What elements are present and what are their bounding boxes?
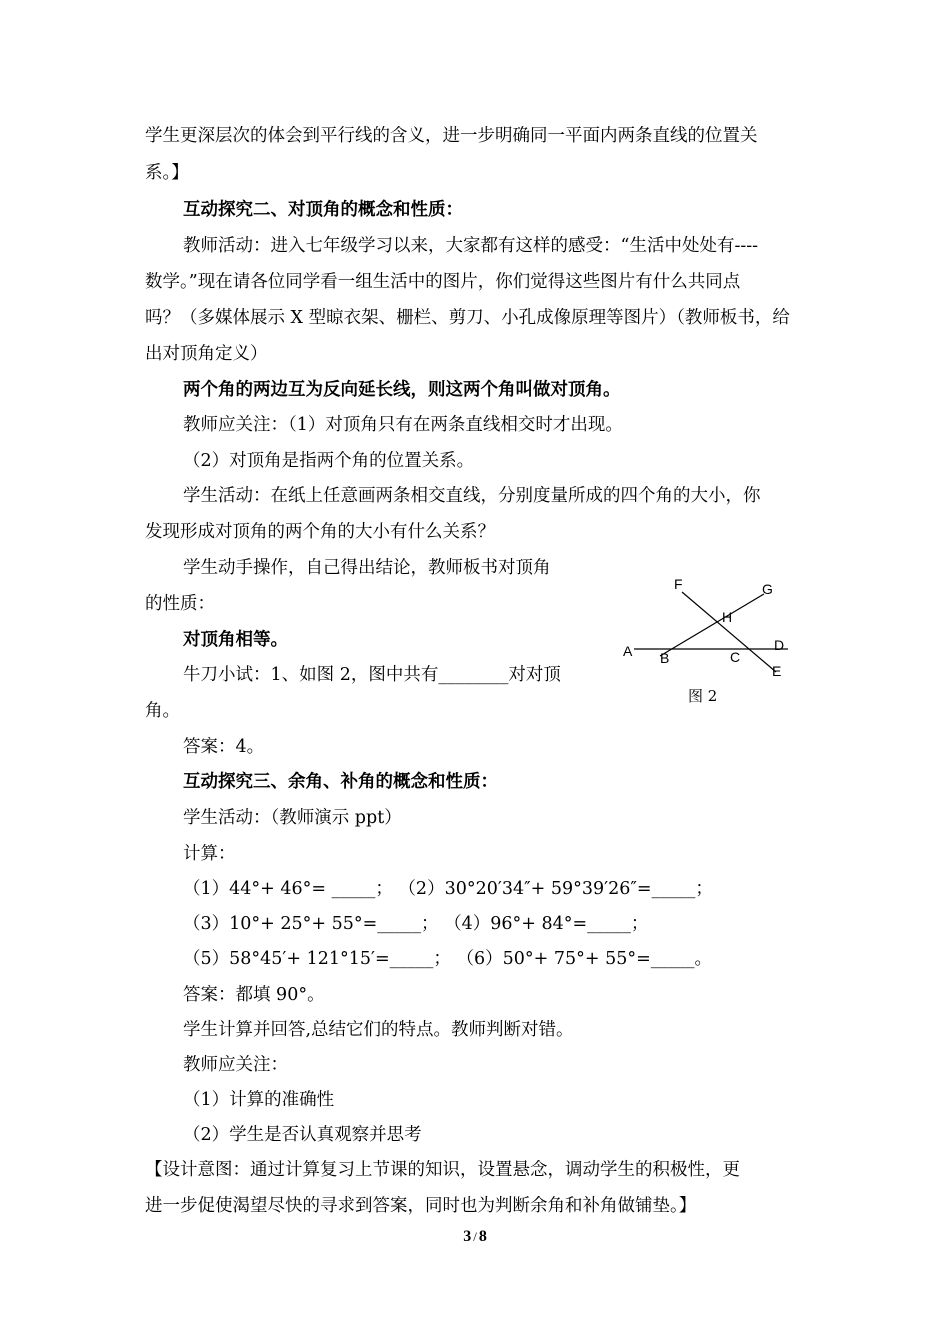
total-pages: 8 bbox=[478, 1228, 487, 1245]
paragraph-line: 的性质： bbox=[145, 594, 215, 614]
paragraph-line: 吗？（多媒体展示 X 型晾衣架、栅栏、剪刀、小孔成像原理等图片）（教师板书，给 bbox=[145, 308, 790, 328]
paragraph-line: 教师活动：进入七年级学习以来，大家都有这样的感受：“生活中处处有---- bbox=[183, 236, 759, 256]
point-label-f: F bbox=[674, 576, 683, 592]
paragraph-line: 出对顶角定义） bbox=[145, 344, 268, 364]
exercise-line: （3）10°+ 25°+ 55°=_____； （4）96°+ 84°=_____； bbox=[183, 914, 649, 934]
section-heading: 互动探究三、余角、补角的概念和性质： bbox=[183, 772, 498, 792]
paragraph-line: 计算： bbox=[183, 844, 236, 864]
point-label-d: D bbox=[774, 637, 785, 653]
geometry-figure bbox=[618, 572, 818, 712]
paragraph-line: 发现形成对顶角的两个角的大小有什么关系？ bbox=[145, 522, 495, 542]
point-label-g: G bbox=[762, 581, 773, 597]
page-separator: / bbox=[473, 1229, 477, 1244]
section-heading: 互动探究二、对顶角的概念和性质： bbox=[183, 200, 463, 220]
point-label-a: A bbox=[623, 643, 633, 659]
current-page: 3 bbox=[463, 1228, 472, 1245]
answer-text: 答案：都填 90°。 bbox=[183, 985, 325, 1005]
paragraph-line: 进一步促使渴望尽快的寻求到答案，同时也为判断余角和补角做铺垫。】 bbox=[145, 1196, 697, 1216]
paragraph-line: 学生活动：在纸上任意画两条相交直线，分别度量所成的四个角的大小，你 bbox=[183, 486, 761, 506]
paragraph-line: （2）学生是否认真观察并思考 bbox=[183, 1125, 422, 1145]
paragraph-line: 学生更深层次的体会到平行线的含义，进一步明确同一平面内两条直线的位置关 bbox=[145, 126, 758, 146]
paragraph-line: 学生活动：（教师演示 ppt） bbox=[183, 808, 402, 828]
exercise-line: （1）44°+ 46°= _____； （2）30°20′34″+ 59°39′26″=_____； bbox=[183, 879, 713, 899]
answer-text: 答案：4。 bbox=[183, 737, 265, 757]
paragraph-line: 牛刀小试：1、如图 2，图中共有________对对顶 bbox=[183, 665, 561, 685]
page-number bbox=[0, 1228, 950, 1246]
point-label-h: H bbox=[722, 609, 733, 625]
paragraph-line: （1）计算的准确性 bbox=[183, 1090, 335, 1110]
line-bg bbox=[660, 594, 764, 656]
paragraph-line: （2）对顶角是指两个角的位置关系。 bbox=[183, 451, 475, 471]
exercise-line: （5）58°45′+ 121°15′=_____； （6）50°+ 75°+ 55°=_____。 bbox=[183, 949, 713, 969]
paragraph-line: 教师应关注： bbox=[183, 1055, 288, 1075]
paragraph-line: 教师应关注：（1）对顶角只有在两条直线相交时才出现。 bbox=[183, 415, 623, 435]
point-label-b: B bbox=[660, 650, 670, 666]
property-text: 对顶角相等。 bbox=[183, 630, 288, 650]
point-label-e: E bbox=[772, 663, 782, 679]
paragraph-line: 角。 bbox=[145, 701, 180, 721]
paragraph-line: 系。】 bbox=[145, 163, 189, 183]
definition-text: 两个角的两边互为反向延长线，则这两个角叫做对顶角。 bbox=[183, 380, 621, 400]
line-fe bbox=[682, 592, 776, 672]
paragraph-line: 学生计算并回答,总结它们的特点。教师判断对错。 bbox=[183, 1020, 574, 1040]
figure-diagram bbox=[618, 572, 818, 692]
point-label-c: C bbox=[730, 649, 741, 665]
paragraph-line: 学生动手操作，自己得出结论，教师板书对顶角 bbox=[183, 558, 551, 578]
figure-caption: 图 2 bbox=[688, 687, 718, 705]
paragraph-line: 【设计意图：通过计算复习上节课的知识，设置悬念，调动学生的积极性，更 bbox=[145, 1160, 740, 1180]
paragraph-line: 数学。”现在请各位同学看一组生活中的图片，你们觉得这些图片有什么共同点 bbox=[145, 272, 741, 292]
